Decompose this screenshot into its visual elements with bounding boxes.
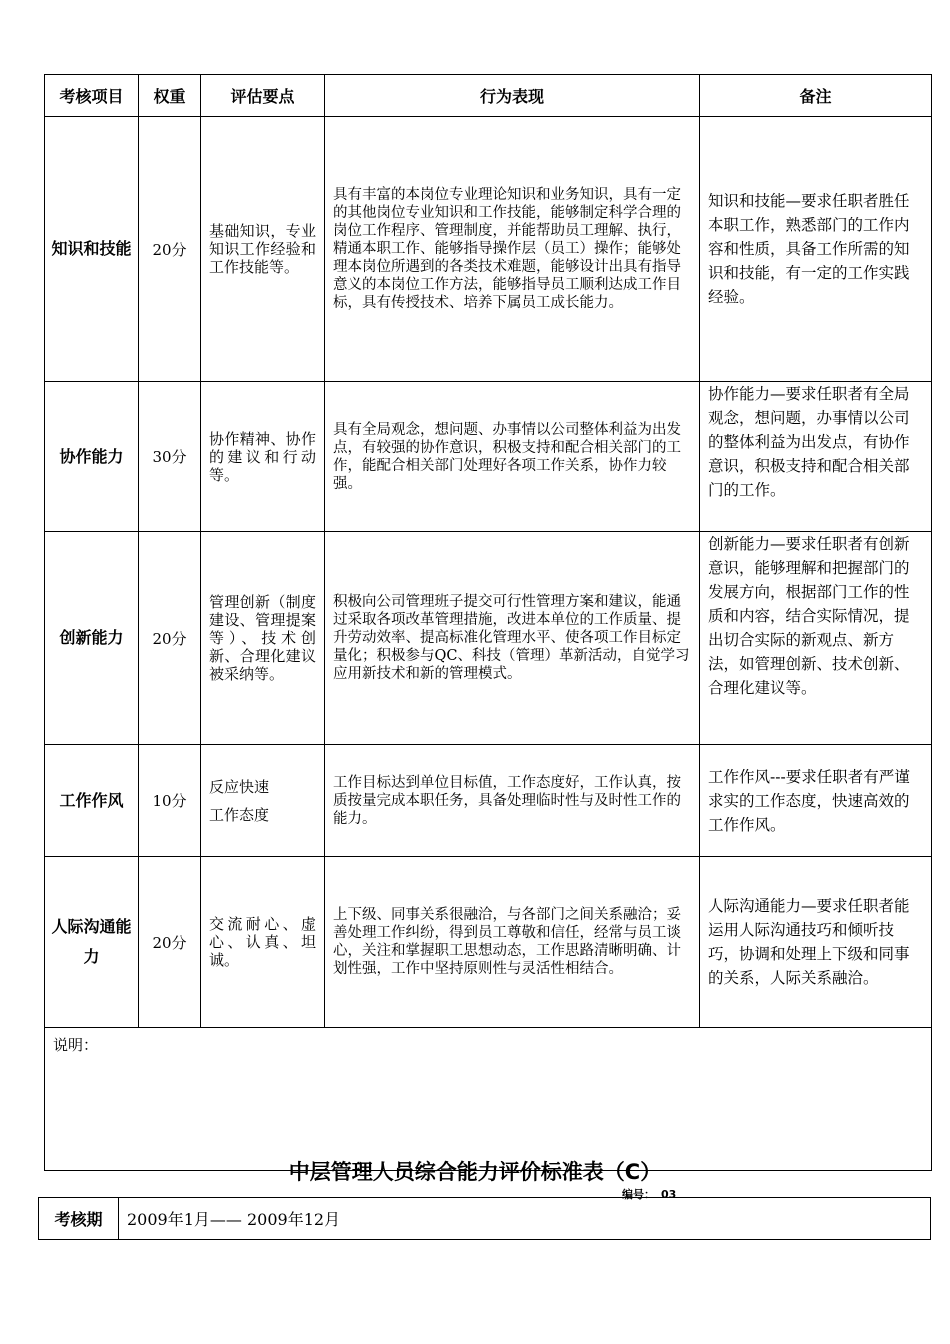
row-points: 管理创新（制度建设、管理提案等）、技术创新、合理化建议被采纳等。 bbox=[201, 532, 325, 745]
row-item: 人际沟通能力 bbox=[45, 857, 139, 1028]
period-value[interactable]: 2009年1月—— 2009年12月 bbox=[119, 1198, 931, 1240]
code-value: 03 bbox=[661, 1188, 677, 1201]
table-header-row bbox=[45, 75, 932, 117]
row-points bbox=[201, 745, 325, 857]
row-item: 创新能力 bbox=[45, 532, 139, 745]
row-item: 知识和技能 bbox=[45, 117, 139, 382]
row-note: 知识和技能—要求任职者胜任本职工作，熟悉部门的工作内容和性质，具备工作所需的知识和技能，有一定的工作实践经验。 bbox=[700, 117, 932, 382]
remark-label: 说明： bbox=[53, 1036, 99, 1054]
row-weight: 10分 bbox=[139, 745, 201, 857]
row-weight: 30分 bbox=[139, 382, 201, 532]
row-weight: 20分 bbox=[139, 857, 201, 1028]
header-item: 考核项目 bbox=[45, 75, 139, 117]
points-line: 反应快速 bbox=[209, 777, 270, 796]
code-label: 编号： bbox=[622, 1188, 655, 1201]
row-note: 协作能力—要求任职者有全局观念，想问题，办事情以公司的整体利益为出发点，有协作意识，积极支持和配合相关部门的工作。 bbox=[700, 382, 932, 532]
row-behavior: 具有全局观念，想问题、办事情以公司整体利益为出发点，有较强的协作意识，积极支持和配合相关部门的工作，能配合相关部门处理好各项工作关系，协作力较强。 bbox=[325, 382, 700, 532]
table-row bbox=[45, 117, 932, 382]
row-points: 交流耐心、虚心、认真、坦诚。 bbox=[201, 857, 325, 1028]
row-behavior: 工作目标达到单位目标值，工作态度好，工作认真，按质按量完成本职任务，具备处理临时性与及时性工作的能力。 bbox=[325, 745, 700, 857]
row-behavior: 上下级、同事关系很融洽，与各部门之间关系融洽；妥善处理工作纠纷，得到员工尊敬和信任，经常与员工谈心，关注和掌握职工思想动态，工作思路清晰明确、计划性强，工作中坚持原则性与灵活性相结合。 bbox=[325, 857, 700, 1028]
row-note: 创新能力—要求任职者有创新意识，能够理解和把握部门的发展方向，根据部门工作的性质和内容，结合实际情况，提出切合实际的新观点、新方法，如管理创新、技术创新、合理化建议等。 bbox=[700, 532, 932, 745]
row-item: 工作作风 bbox=[45, 745, 139, 857]
header-note: 备注 bbox=[700, 75, 932, 117]
row-weight: 20分 bbox=[139, 117, 201, 382]
table-row bbox=[45, 532, 932, 745]
period-row bbox=[39, 1198, 931, 1240]
remark-field[interactable] bbox=[45, 1028, 932, 1171]
remark-row bbox=[45, 1028, 932, 1171]
header-points: 评估要点 bbox=[201, 75, 325, 117]
row-behavior: 具有丰富的本岗位专业理论知识和业务知识，具有一定的其他岗位专业知识和工作技能，能够制定科学合理的岗位工作程序、管理制度，并能帮助员工理解、执行，精通本职工作、能够指导操作层（员工）操作；能够处理本岗位所遇到的各类技术难题，能够设计出具有指导意义的本岗位工作方法，能够指导员工顺利达成工作目标，具有传授技术、培养下属员工成长能力。 bbox=[325, 117, 700, 382]
row-note: 工作作风---要求任职者有严谨求实的工作态度，快速高效的工作作风。 bbox=[700, 745, 932, 857]
page-title: 中层管理人员综合能力评价标准表（C） bbox=[288, 1160, 662, 1184]
row-item: 协作能力 bbox=[45, 382, 139, 532]
table-row bbox=[45, 382, 932, 532]
table-row bbox=[45, 745, 932, 857]
row-note: 人际沟通能力—要求任职者能运用人际沟通技巧和倾听技巧，协调和处理上下级和同事的关系，人际关系融洽。 bbox=[700, 857, 932, 1028]
header-behavior: 行为表现 bbox=[325, 75, 700, 117]
row-weight: 20分 bbox=[139, 532, 201, 745]
row-behavior: 积极向公司管理班子提交可行性管理方案和建议，能通过采取各项改革管理措施，改进本单位的工作质量、提升劳动效率、提高标准化管理水平、使各项工作目标定量化；积极参与QC、科技（管理）革新活动，自觉学习应用新技术和新的管理模式。 bbox=[325, 532, 700, 745]
period-label: 考核期 bbox=[39, 1198, 119, 1240]
header-weight: 权重 bbox=[139, 75, 201, 117]
row-points: 协作精神、协作的建议和行动等。 bbox=[201, 382, 325, 532]
table-row bbox=[45, 857, 932, 1028]
period-table bbox=[38, 1197, 931, 1240]
row-points: 基础知识，专业知识工作经验和工作技能等。 bbox=[201, 117, 325, 382]
points-line: 工作态度 bbox=[209, 805, 270, 824]
evaluation-table bbox=[44, 74, 932, 1171]
